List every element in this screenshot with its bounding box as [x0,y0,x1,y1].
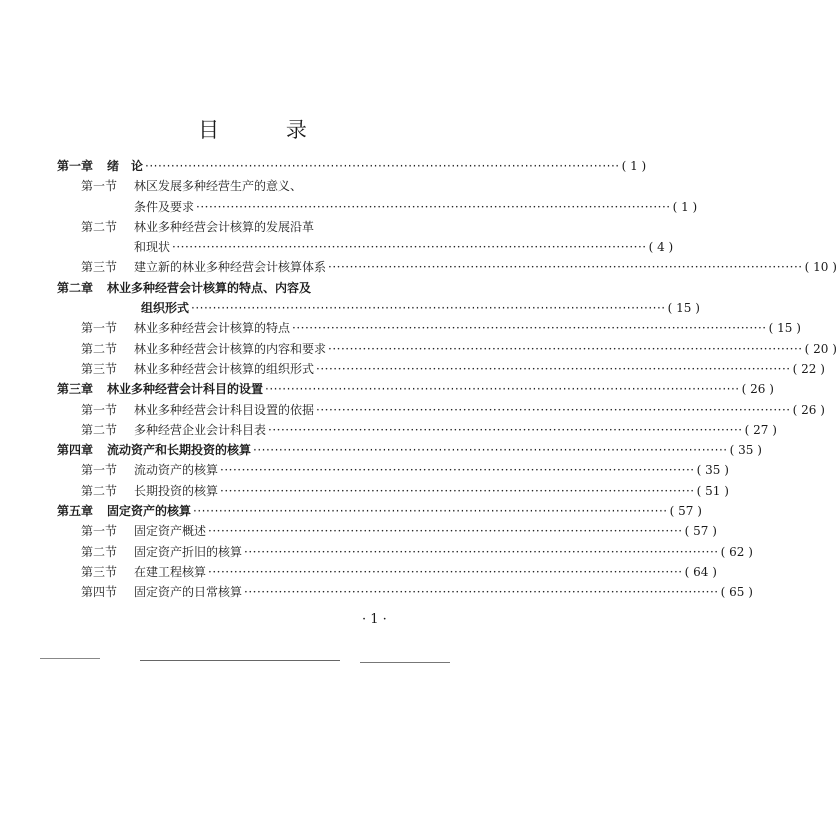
toc-chapter-row-continued[interactable] [57,299,700,319]
toc-page: ( 26 ) [792,402,825,417]
leader-dots [268,423,743,437]
toc-section-row[interactable] [57,482,729,502]
leader-dots [265,382,740,396]
toc-number: 第二章 [57,280,94,295]
toc-page: ( 1 ) [672,199,698,214]
toc-number: 第一节 [81,524,118,539]
toc-number: 第二节 [81,422,118,437]
leader-dots [191,301,666,315]
toc-page: ( 57 ) [684,524,717,539]
toc-title: 流动资产的核算 [134,463,219,478]
toc-page: ( 27 ) [744,422,777,437]
toc-chapter-row[interactable] [57,502,702,522]
leader-dots [328,342,803,356]
toc-page: ( 26 ) [741,382,774,397]
toc-page: ( 20 ) [804,341,837,356]
leader-dots [196,200,671,214]
toc-number: 第二节 [81,219,118,234]
toc-title: 林业多种经营会计核算的组织形式 [134,361,315,376]
toc-number: 第二节 [81,544,118,559]
toc-page: ( 57 ) [669,504,702,519]
leader-dots [316,362,791,376]
toc-page: ( 10 ) [804,260,837,275]
toc-page: ( 51 ) [696,483,729,498]
toc-number: 第一节 [81,463,118,478]
toc-title: 长期投资的核算 [134,483,219,498]
leader-dots [193,504,668,518]
toc-title: 流动资产和长期投资的核算 [107,443,252,458]
toc-number: 第一节 [81,402,118,417]
toc-number: 第一节 [81,321,118,336]
toc-section-row[interactable] [57,461,729,481]
toc-title: 组织形式 [141,301,190,316]
toc-title: 林区发展多种经营生产的意义、 [134,179,303,194]
toc-title: 建立新的林业多种经营会计核算体系 [134,260,327,275]
scan-artifact-line [140,660,340,661]
leader-dots [220,484,695,498]
toc-chapter-row[interactable] [57,279,407,299]
toc-chapter-row[interactable] [57,380,774,400]
toc-page: ( 4 ) [648,240,674,255]
leader-dots [253,443,728,457]
scan-artifact-line [360,662,450,663]
toc-section-row-continued[interactable] [57,198,698,218]
toc-chapter-row[interactable] [57,157,647,177]
toc-section-row[interactable] [57,522,717,542]
toc-page: ( 1 ) [621,159,647,173]
toc-section-row-continued[interactable] [57,238,674,258]
toc-title: 林业多种经营会计核算的特点、内容及 [107,280,312,295]
toc-section-row[interactable] [57,340,837,360]
toc-page: ( 35 ) [696,463,729,478]
toc-number: 第三节 [81,260,118,275]
leader-dots [208,524,683,538]
toc-title: 条件及要求 [134,199,195,214]
leader-dots [316,403,791,417]
toc-title: 林业多种经营会计核算的发展沿革 [134,219,315,234]
toc-page: ( 15 ) [667,301,700,316]
toc-page: ( 15 ) [768,321,801,336]
toc-section-row[interactable] [57,258,837,278]
toc-number: 第三章 [57,382,94,397]
toc-number: 第一节 [81,179,118,194]
toc-section-row[interactable] [57,543,753,563]
leader-dots [244,585,719,599]
toc-section-row[interactable] [57,177,407,197]
table-of-contents [57,157,837,604]
toc-section-row[interactable] [57,360,825,380]
leader-dots [328,260,803,274]
toc-number: 第二节 [81,483,118,498]
leader-dots [145,159,620,173]
toc-title: 固定资产的核算 [107,504,192,519]
toc-number: 第四节 [81,585,118,600]
leader-dots [172,240,647,254]
toc-section-row[interactable] [57,583,753,603]
page-number: · 1 · [362,612,387,627]
toc-title: 在建工程核算 [134,564,207,579]
toc-number: 第三节 [81,361,118,376]
toc-title: 固定资产的日常核算 [134,585,243,600]
toc-section-row[interactable] [57,218,407,238]
toc-section-row[interactable] [57,563,717,583]
toc-title: 绪 论 [107,159,144,173]
toc-title: 林业多种经营会计科目的设置 [107,382,264,397]
leader-dots [292,321,767,335]
toc-title: 林业多种经营会计核算的内容和要求 [134,341,327,356]
toc-number: 第二节 [81,341,118,356]
toc-title: 固定资产概述 [134,524,207,539]
toc-number: 第四章 [57,443,94,458]
toc-page: ( 64 ) [684,564,717,579]
toc-chapter-row[interactable] [57,441,762,461]
toc-page: ( 65 ) [720,585,753,600]
toc-page: ( 35 ) [729,443,762,458]
leader-dots [220,463,695,477]
leader-dots [244,545,719,559]
toc-title: 林业多种经营会计核算的特点 [134,321,291,336]
toc-number: 第三节 [81,564,118,579]
toc-title: 林业多种经营会计科目设置的依据 [134,402,315,417]
toc-title: 固定资产折旧的核算 [134,544,243,559]
toc-page: ( 22 ) [792,361,825,376]
toc-section-row[interactable] [57,319,801,339]
toc-number: 第一章 [57,159,94,173]
toc-section-row[interactable] [57,401,825,421]
scan-artifact-line [40,658,100,659]
page-title: 目 录 [198,118,337,142]
leader-dots [208,565,683,579]
toc-title: 和现状 [134,240,171,255]
toc-title: 多种经营企业会计科目表 [134,422,267,437]
toc-section-row[interactable] [57,421,777,441]
toc-page: ( 62 ) [720,544,753,559]
toc-number: 第五章 [57,504,94,519]
